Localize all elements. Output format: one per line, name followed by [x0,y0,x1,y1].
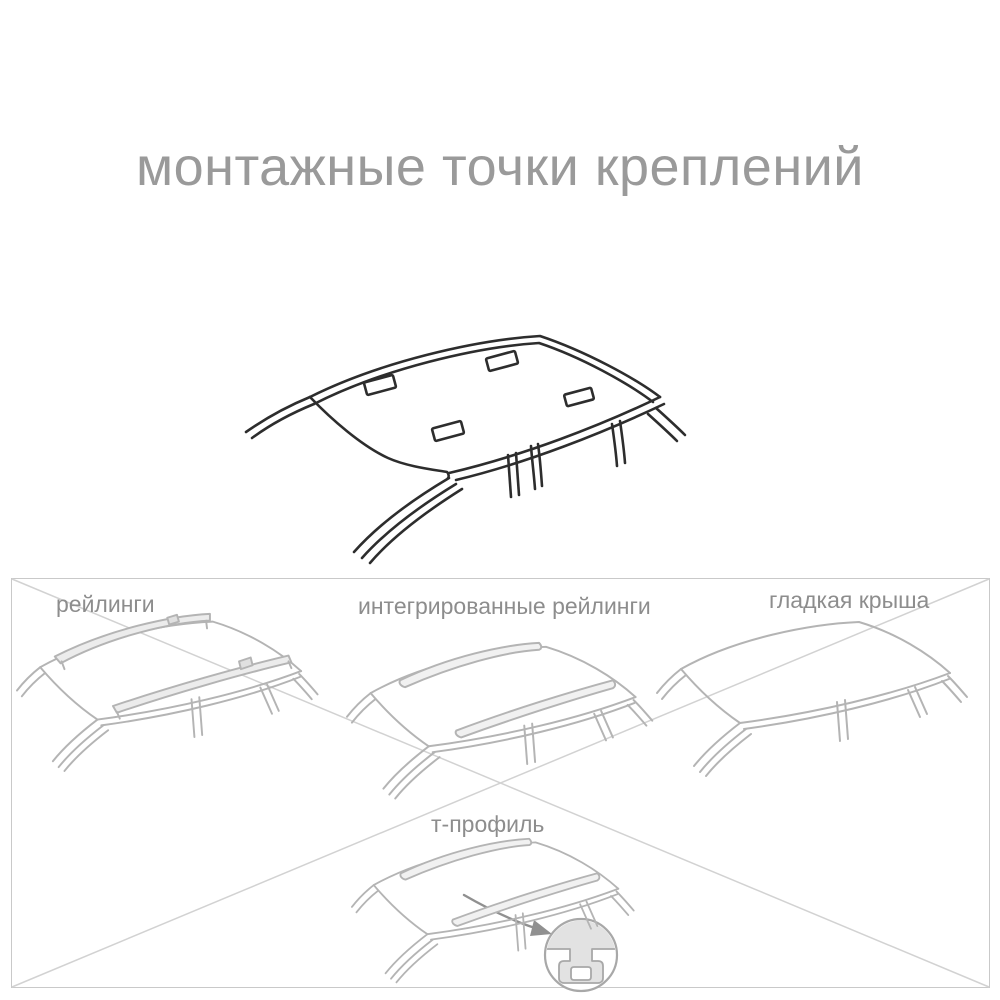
railings-roof-illustration [16,601,336,810]
main-roof-illustration [240,320,740,565]
label-integrated-railings: интегрированные рейлинги [358,593,651,619]
smooth-roof-illustration [656,601,986,816]
mount-point-4 [564,388,594,407]
label-smooth-roof: гладкая крыша [769,587,930,613]
mounting-points [364,351,594,441]
roof-types-panel [11,578,990,988]
mount-point-3 [432,421,464,441]
page-title: монтажные точки креплений [136,137,864,197]
label-railings: рейлинги [56,591,155,617]
windshield-pillar-lines [246,397,462,563]
integrated-rails [400,643,616,738]
raised-rails [55,614,292,719]
door-pillar-lines [508,408,685,497]
t-profile-tracks [400,839,599,926]
mount-point-1 [364,375,396,395]
t-profile-roof-illustration [351,823,651,1000]
label-t-profile: т-профиль [431,811,545,837]
roof-base [657,622,967,776]
integrated-railings-roof-illustration [346,626,671,838]
mount-point-2 [486,351,518,371]
